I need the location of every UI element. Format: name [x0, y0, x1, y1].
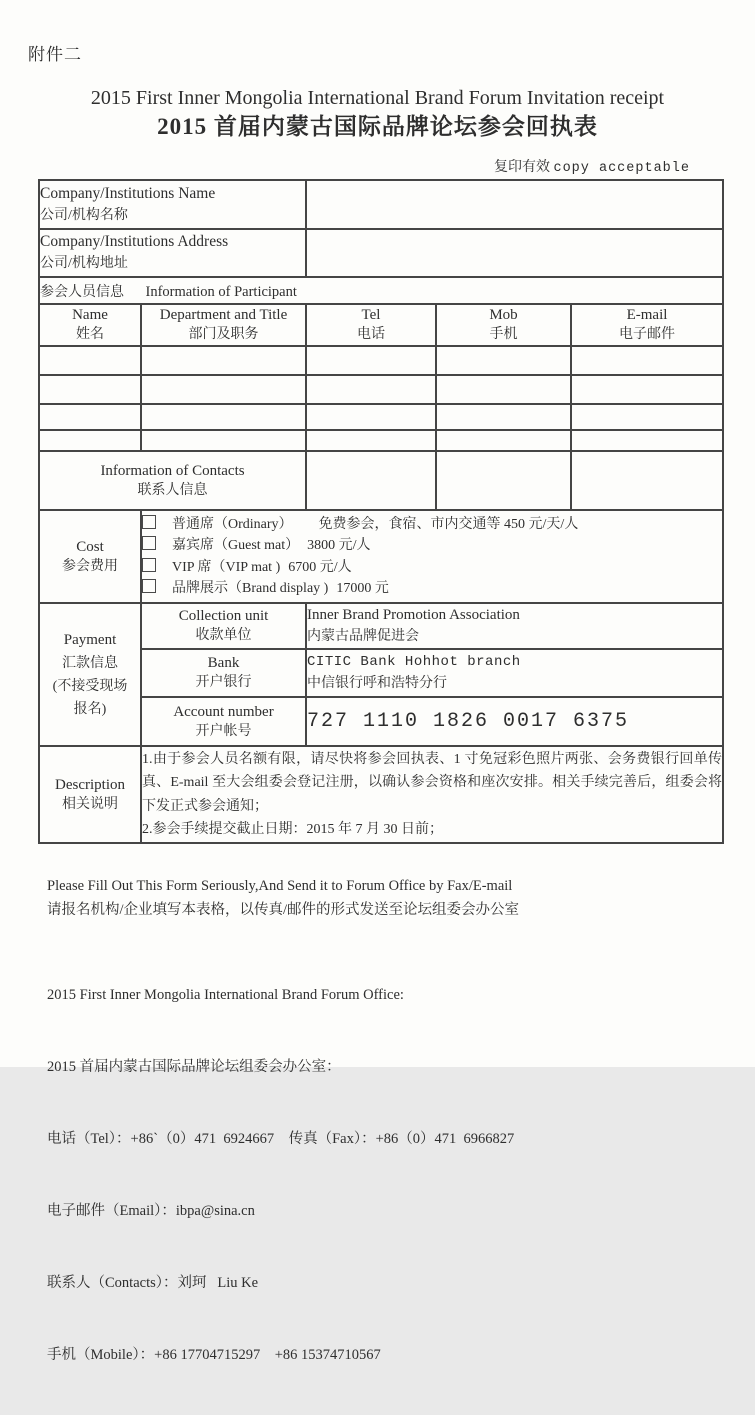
cost-option-vip	[142, 557, 722, 579]
cost-option-brand-display	[142, 578, 722, 600]
contacts-line: 联系人（Contacts）：刘珂 Liu Ke	[47, 1275, 259, 1291]
cost-option-label: 嘉宾席（Guest mat）	[172, 538, 300, 553]
collection-unit-value-en: Inner Brand Promotion Association	[307, 607, 520, 623]
cost-option-price: 3800 元/人	[307, 538, 371, 553]
contacts-row	[39, 451, 723, 510]
participant-input-cell[interactable]	[306, 404, 436, 430]
checkbox-icon[interactable]	[142, 515, 156, 529]
company-address-row	[39, 229, 723, 277]
cost-options-cell	[141, 510, 723, 603]
participant-input-cell[interactable]	[436, 375, 571, 404]
payment-account-row	[39, 697, 723, 746]
column-tel-zh: 电话	[357, 327, 386, 342]
participant-section-row	[39, 277, 723, 304]
checkbox-icon[interactable]	[142, 579, 156, 593]
description-item-2: 2.参会手续提交截止日期：2015 年 7 月 30 日前；	[142, 822, 443, 837]
payment-bank-row	[39, 649, 723, 697]
account-number-label-cell	[141, 697, 306, 746]
account-number-label-en: Account number	[173, 703, 274, 720]
column-department-en: Department and Title	[159, 307, 288, 323]
cost-option-label: 普通席（Ordinary）	[172, 516, 293, 532]
column-header-mob	[436, 304, 571, 346]
column-name-en: Name	[72, 307, 108, 323]
column-name-zh: 姓名	[76, 327, 104, 342]
cost-row	[39, 510, 723, 603]
title-chinese: 2015 首届内蒙古国际品牌论坛参会回执表	[157, 114, 598, 139]
cost-option-label: VIP 席（VIP mat )	[172, 559, 281, 575]
participant-input-cell[interactable]	[39, 430, 141, 451]
column-header-tel	[306, 304, 436, 346]
participant-input-cell[interactable]	[571, 430, 723, 451]
copy-note	[0, 156, 690, 176]
contact-email-input-cell[interactable]	[571, 451, 723, 510]
account-number-value: 727 1110 1826 0017 6375	[307, 709, 630, 733]
participant-section-en: Information of Participant	[145, 283, 297, 300]
participant-row	[39, 430, 723, 451]
office-block	[47, 935, 755, 1415]
attachment-label: 附件二	[28, 45, 82, 64]
company-name-label-en: Company/Institutions Name	[40, 184, 216, 202]
bank-value-zh: 中信银行呼和浩特分行	[307, 676, 448, 691]
column-email-en: E-mail	[626, 307, 668, 323]
bank-value-cell	[306, 649, 723, 697]
company-name-label-cell	[39, 180, 306, 229]
bank-label-zh: 开户银行	[195, 675, 252, 690]
mobile-line: 手机（Mobile）：+86 17704715297 +86 15374710567	[47, 1347, 381, 1363]
bank-value-en: CITIC Bank Hohhot branch	[307, 654, 521, 670]
contact-mob-input-cell[interactable]	[436, 451, 571, 510]
description-item-1: 1.由于参会人员名额有限，请尽快将参会回执表、1 寸免冠彩色照片两张、会务费银行回单传真、E-mail 至大会组委会登记注册，以确认参会资格和座次安排。相关手续完善后，组委会将下发正式参会通知；	[142, 751, 723, 814]
account-number-label-zh: 开户帐号	[195, 723, 252, 739]
column-header-email	[571, 304, 723, 346]
collection-unit-value-cell	[306, 603, 723, 649]
participant-input-cell[interactable]	[571, 375, 723, 404]
footer-note-zh: 请报名机构/企业填写本表格，以传真/邮件的形式发送至论坛组委会办公室	[47, 902, 520, 918]
collection-unit-label-cell	[141, 603, 306, 649]
participant-input-cell[interactable]	[141, 404, 306, 430]
participant-input-cell[interactable]	[571, 404, 723, 430]
copy-note-en: copy acceptable	[553, 161, 690, 176]
footer	[47, 874, 755, 1415]
description-label-zh: 相关说明	[62, 796, 118, 812]
participant-section-header	[39, 277, 723, 304]
cost-option-guest	[142, 535, 722, 557]
checkbox-icon[interactable]	[142, 536, 156, 550]
cost-label-cell	[39, 510, 141, 603]
participant-input-cell[interactable]	[436, 430, 571, 451]
column-mob-zh: 手机	[489, 327, 518, 342]
column-tel-en: Tel	[361, 307, 381, 323]
registration-form-table	[38, 179, 724, 844]
bank-label-cell	[141, 649, 306, 697]
participant-row	[39, 346, 723, 375]
tel-fax-line: 电话（Tel）：+86`（0）471 6924667 传真（Fax）：+86（0）471 6966827	[47, 1131, 515, 1147]
payment-label-zh: 汇款信息	[62, 655, 118, 671]
payment-collection-row	[39, 603, 723, 649]
contacts-label-en: Information of Contacts	[100, 462, 245, 479]
contacts-label-zh: 联系人信息	[137, 482, 208, 498]
cost-option-ordinary	[142, 514, 722, 536]
copy-note-zh: 复印有效	[493, 160, 550, 175]
participant-input-cell[interactable]	[39, 404, 141, 430]
payment-label-en: Payment	[63, 631, 117, 648]
contact-tel-input-cell[interactable]	[306, 451, 436, 510]
cost-option-price: 6700 元/人	[288, 559, 352, 575]
description-label-en: Description	[55, 776, 125, 793]
company-name-input-cell[interactable]	[306, 180, 723, 229]
company-name-row	[39, 180, 723, 229]
cost-label-zh: 参会费用	[62, 558, 118, 574]
checkbox-icon[interactable]	[142, 558, 156, 572]
column-header-name	[39, 304, 141, 346]
participant-input-cell[interactable]	[436, 404, 571, 430]
contacts-label-cell	[39, 451, 306, 510]
participant-input-cell[interactable]	[39, 375, 141, 404]
footer-note-en: Please Fill Out This Form Seriously,And Send it to Forum Office by Fax/E-mail	[47, 878, 513, 894]
participant-input-cell[interactable]	[306, 346, 436, 375]
email-line: 电子邮件（Email）：ibpa@sina.cn	[47, 1203, 255, 1219]
collection-unit-label-en: Collection unit	[178, 608, 269, 624]
participant-input-cell[interactable]	[306, 430, 436, 451]
bank-label-en: Bank	[207, 655, 240, 671]
payment-label-cell	[39, 603, 141, 746]
participant-input-cell[interactable]	[141, 375, 306, 404]
description-label-cell	[39, 746, 141, 843]
collection-unit-value-zh: 内蒙古品牌促进会	[307, 629, 420, 644]
collection-unit-label-zh: 收款单位	[195, 628, 252, 643]
company-address-label-zh: 公司/机构地址	[40, 256, 128, 271]
participant-input-cell[interactable]	[141, 430, 306, 451]
office-title-zh: 2015 首届内蒙古国际品牌论坛组委会办公室：	[47, 1059, 341, 1075]
participant-row	[39, 375, 723, 404]
company-address-input-cell[interactable]	[306, 229, 723, 277]
column-mob-en: Mob	[489, 307, 518, 323]
cost-option-price: 免费参会，食宿、市内交通等 450 元/天/人	[318, 516, 579, 532]
cost-option-label: 品牌展示（Brand display )	[172, 581, 329, 596]
office-title-en: 2015 First Inner Mongolia International Brand Forum Office:	[47, 987, 404, 1003]
company-address-label-en: Company/Institutions Address	[40, 233, 229, 250]
payment-label-note1: (不接受现场	[52, 678, 128, 694]
participant-columns-row	[39, 304, 723, 346]
column-department-zh: 部门及职务	[188, 327, 259, 342]
participant-section-zh: 参会人员信息	[40, 284, 124, 300]
payment-label-note2: 报名)	[73, 701, 107, 717]
participant-input-cell[interactable]	[306, 375, 436, 404]
participant-input-cell[interactable]	[141, 346, 306, 375]
participant-row	[39, 404, 723, 430]
participant-input-cell[interactable]	[436, 346, 571, 375]
description-content-cell	[141, 746, 723, 843]
participant-input-cell[interactable]	[39, 346, 141, 375]
description-row	[39, 746, 723, 843]
column-header-department	[141, 304, 306, 346]
cost-option-price: 17000 元	[336, 581, 389, 596]
company-address-label-cell	[39, 229, 306, 277]
participant-input-cell[interactable]	[571, 346, 723, 375]
account-number-value-cell	[306, 697, 723, 746]
title-english: 2015 First Inner Mongolia International Brand Forum Invitation receipt	[90, 87, 665, 109]
company-name-label-zh: 公司/机构名称	[40, 207, 128, 223]
column-email-zh: 电子邮件	[619, 327, 676, 342]
cost-label-en: Cost	[76, 538, 104, 555]
